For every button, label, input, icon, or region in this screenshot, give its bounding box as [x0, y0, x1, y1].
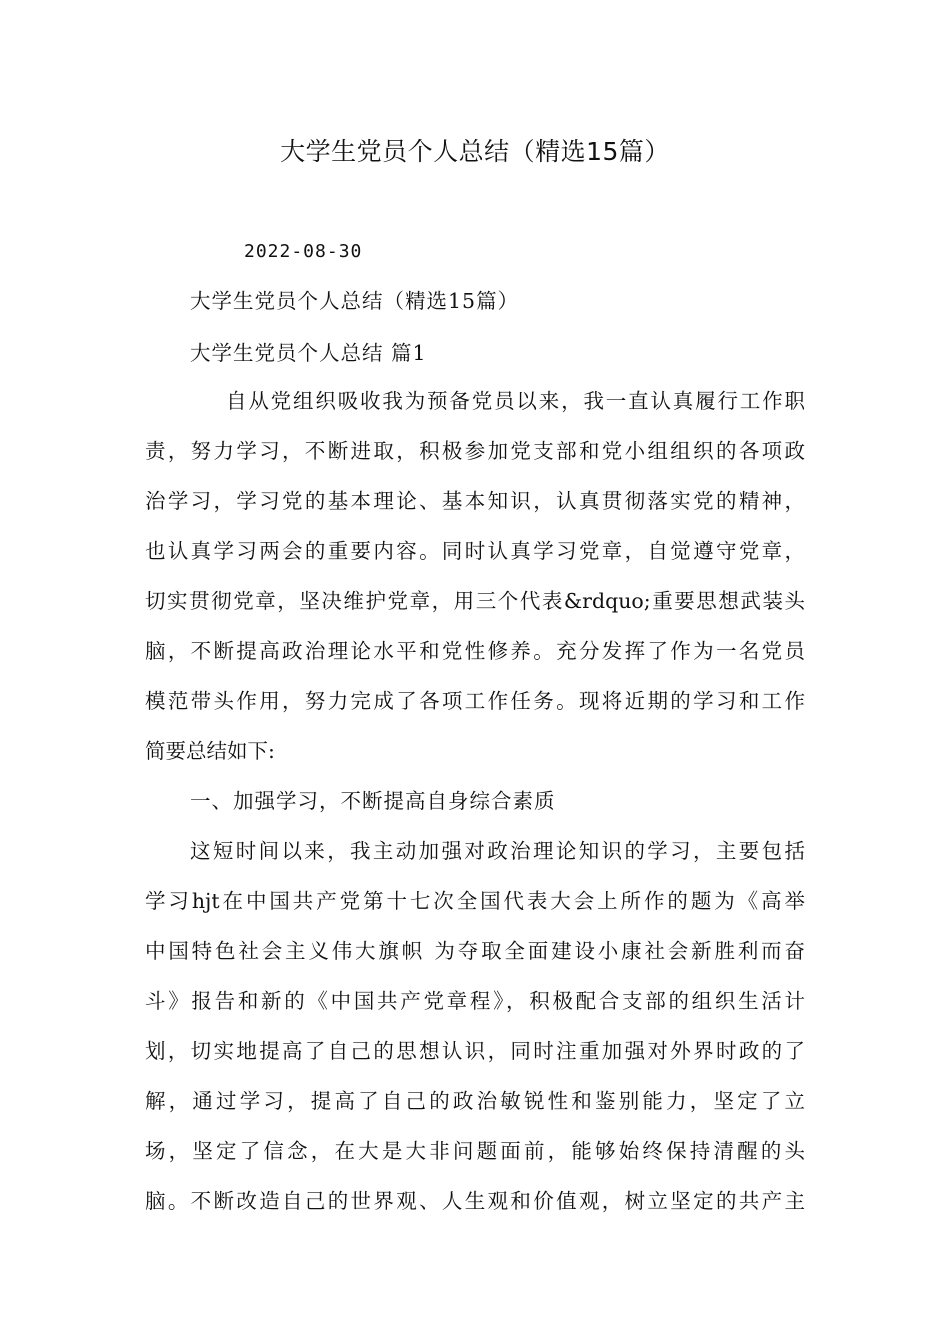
paragraph-line: 解，通过学习，提高了自己的政治敏锐性和鉴别能力，坚定了立 — [145, 1089, 805, 1113]
paragraph-line: 学习hjt在中国共产党第十七次全国代表大会上所作的题为《高举 — [145, 889, 805, 913]
section-title: 大学生党员个人总结 篇1 — [190, 341, 427, 365]
document-subtitle: 大学生党员个人总结（精选15篇） — [190, 289, 520, 313]
paragraph-line: 简要总结如下: — [145, 739, 275, 763]
paragraph-line: 模范带头作用，努力完成了各项工作任务。现将近期的学习和工作 — [145, 689, 805, 713]
paragraph-line: 这短时间以来，我主动加强对政治理论知识的学习，主要包括 — [190, 839, 805, 863]
paragraph-line: 责，努力学习，不断进取，积极参加党支部和党小组组织的各项政 — [145, 439, 805, 463]
document-date: 2022-08-30 — [244, 241, 363, 262]
paragraph-line: 也认真学习两会的重要内容。同时认真学习党章，自觉遵守党章， — [145, 539, 805, 563]
document-title: 大学生党员个人总结（精选15篇） — [280, 137, 670, 166]
paragraph-line: 场，坚定了信念，在大是大非问题面前，能够始终保持清醒的头 — [145, 1139, 805, 1163]
paragraph-line: 自从党组织吸收我为预备党员以来，我一直认真履行工作职 — [226, 389, 805, 413]
paragraph-line: 脑，不断提高政治理论水平和党性修养。充分发挥了作为一名党员 — [145, 639, 805, 663]
paragraph-line: 斗》报告和新的《中国共产党章程》，积极配合支部的组织生活计 — [145, 989, 805, 1013]
paragraph-line: 中国特色社会主义伟大旗帜 为夺取全面建设小康社会新胜利而奋 — [145, 939, 805, 963]
paragraph-line: 脑。不断改造自己的世界观、人生观和价值观，树立坚定的共产主 — [145, 1189, 805, 1213]
paragraph-line: 治学习，学习党的基本理论、基本知识，认真贯彻落实党的精神， — [145, 489, 805, 513]
section-heading: 一、加强学习，不断提高自身综合素质 — [190, 789, 556, 813]
paragraph-line: 划，切实地提高了自己的思想认识，同时注重加强对外界时政的了 — [145, 1039, 805, 1063]
paragraph-line: 切实贯彻党章，坚决维护党章，用三个代表&rdquo;重要思想武装头 — [145, 589, 805, 613]
